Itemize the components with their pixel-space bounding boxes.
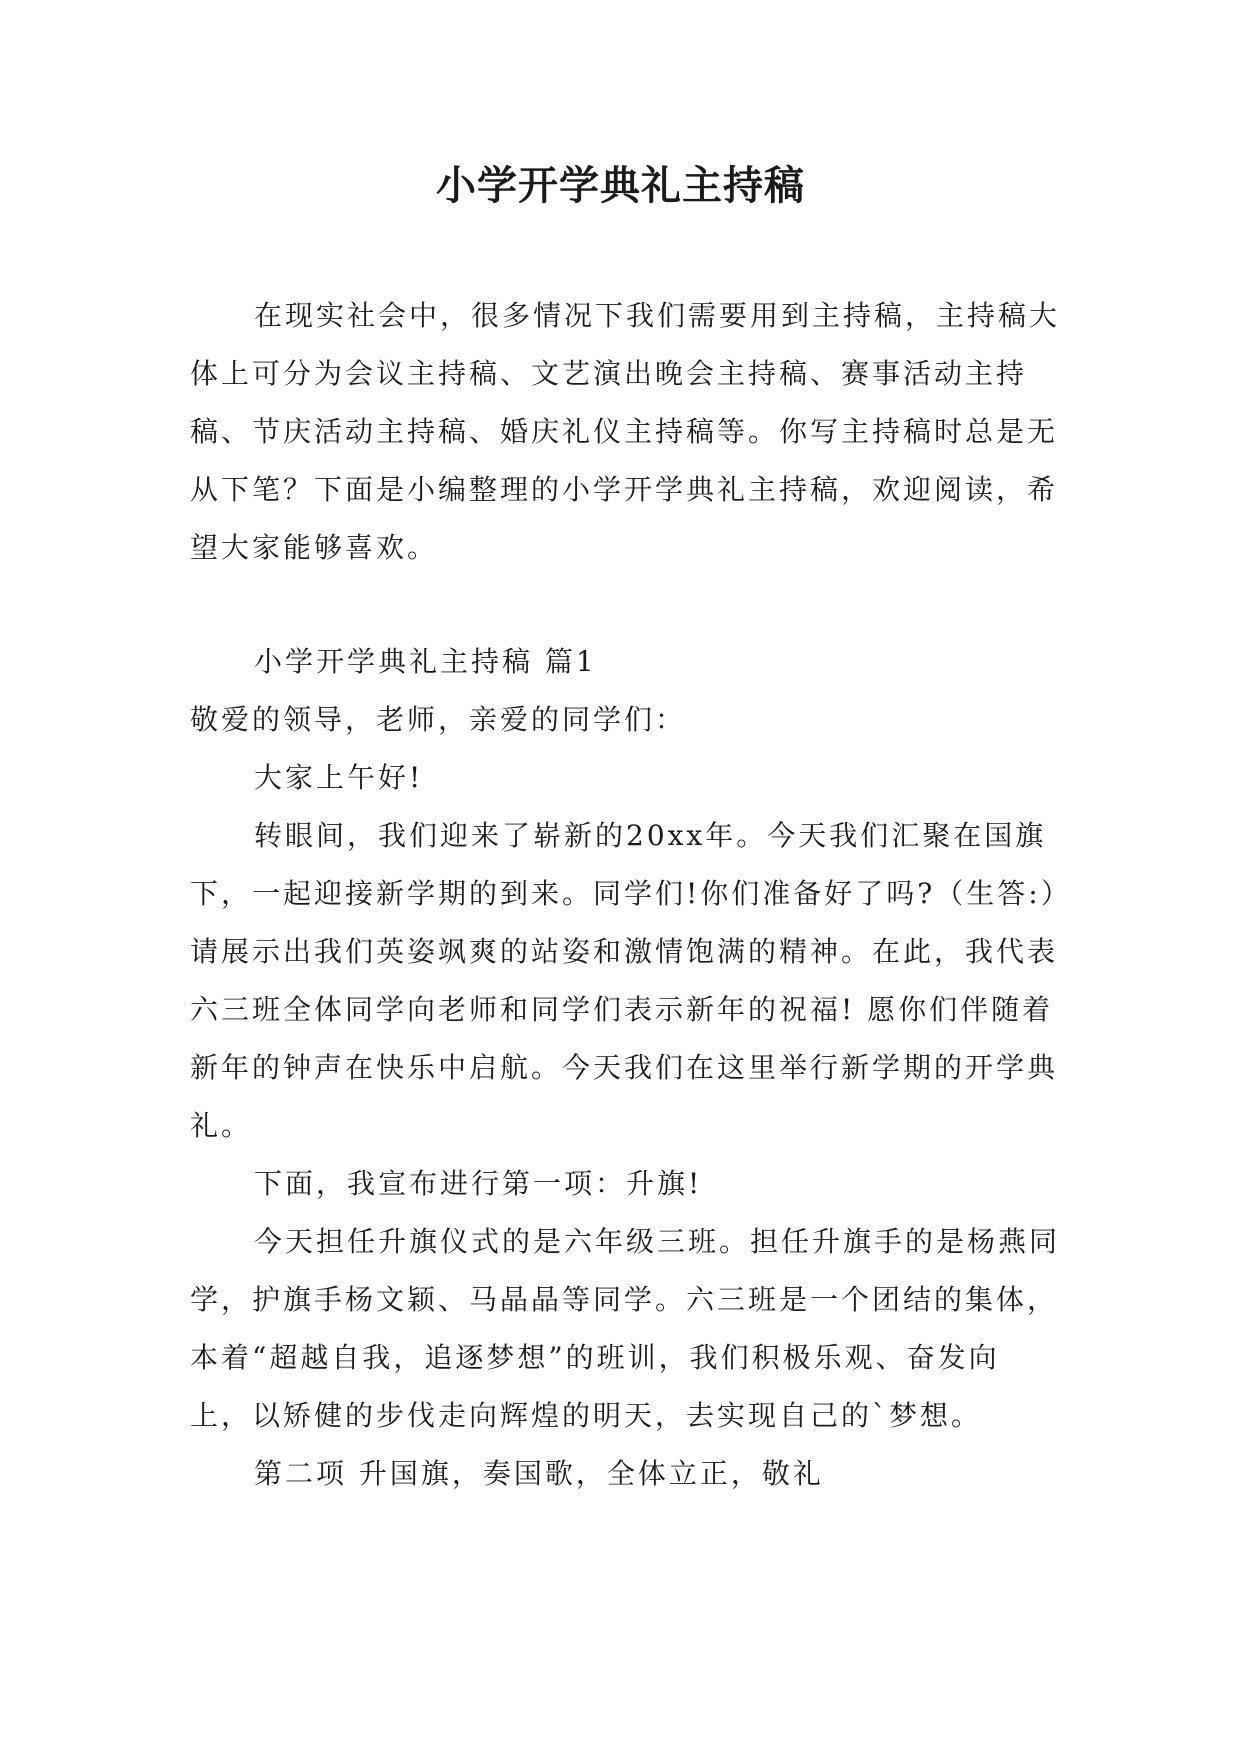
body-paragraph: 下面，我宣布进行第一项：升旗! xyxy=(254,1167,703,1200)
document-body xyxy=(190,287,1060,1503)
body-paragraph: 今天担任升旗仪式的是六年级三班。担任升旗手的是杨燕同学，护旗手杨文颖、马晶晶等同学。六三班是一个团结的集体，本着“超越自我，追逐梦想”的班训，我们积极乐观、奋发向上，以矫健的步伐走向辉煌的明天，去实现自己的`梦想。 xyxy=(190,1225,1061,1432)
intro-paragraph: 在现实社会中，很多情况下我们需要用到主持稿，主持稿大体上可分为会议主持稿、文艺演出晚会主持稿、赛事活动主持稿、节庆活动主持稿、婚庆礼仪主持稿等。你写主持稿时总是无从下笔？下面是小编整理的小学开学典礼主持稿，欢迎阅读，希望大家能够喜欢。 xyxy=(190,299,1061,564)
body-paragraph: 转眼间，我们迎来了崭新的20xx年。今天我们汇聚在国旗下，一起迎接新学期的到来。同学们!你们准备好了吗?（生答:）请展示出我们英姿飒爽的站姿和激情饱满的精神。在此，我代表六三班全体同学向老师和同学们表示新年的祝福! 愿你们伴随着新年的钟声在快乐中启航。今天我们在这里举行新学期的开学典礼。 xyxy=(190,819,1059,1142)
body-paragraph: 第二项 升国旗，奏国歌，全体立正，敬礼 xyxy=(254,1457,824,1490)
section-gap xyxy=(190,577,1060,633)
section-heading: 小学开学典礼主持稿 篇1 xyxy=(254,645,597,678)
document-title: 小学开学典礼主持稿 xyxy=(436,162,805,209)
salutation: 敬爱的领导，老师，亲爱的同学们： xyxy=(190,703,687,736)
greeting: 大家上午好! xyxy=(254,761,424,794)
